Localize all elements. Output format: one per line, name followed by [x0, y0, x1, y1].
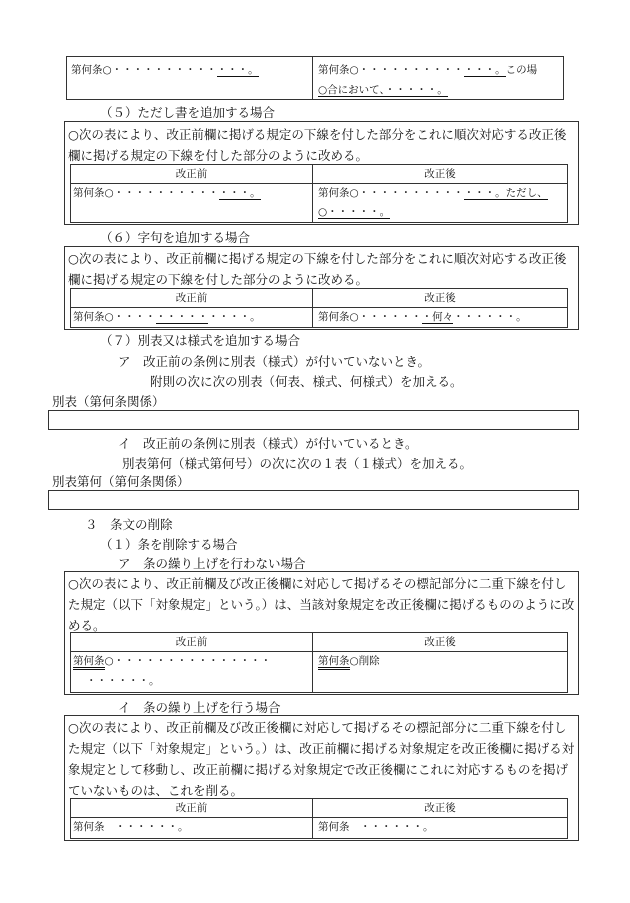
section-5-heading: （５）ただし書を追加する場合	[100, 105, 276, 120]
header-text: 改正前	[175, 802, 208, 814]
text: 第何条	[73, 821, 105, 833]
text: この場	[505, 64, 538, 76]
section-6-th-before	[70, 288, 313, 308]
underlined-text: ・・・。ただし、	[463, 187, 548, 199]
header-text: 改正後	[424, 802, 456, 814]
table2-empty-box	[48, 490, 579, 510]
text: 第何条○・・・・・・・・・・	[318, 187, 464, 199]
underlined-text: ・・・。	[218, 187, 261, 199]
double-underlined-text: 第何条	[73, 655, 105, 670]
underlined-text: ・何々	[421, 311, 454, 323]
text: ・・・・・・。	[349, 821, 434, 833]
underlined-text: ・・・。	[463, 64, 506, 76]
header-text: 改正前	[175, 636, 208, 648]
text: ・・・・。	[208, 311, 261, 323]
section-6-right-text	[318, 307, 527, 328]
text: ○・・・・・・・・・・・・・・・	[104, 655, 272, 667]
header-text: 改正前	[175, 292, 208, 304]
section-3-i-left-text	[73, 817, 189, 838]
section-3-i-right-text	[318, 817, 434, 838]
section-6-th-after	[312, 288, 568, 308]
section-3-a-intro: ○次の表により、改正前欄及び改正後欄に対応して掲げるその標記部分に二重下線を付した規定（以下「対象規定」という。）は、当該対象規定を改正後欄に掲げるもののように改める。	[68, 576, 575, 633]
top-left-text	[71, 60, 259, 81]
section-3-a-left-text-line1	[73, 651, 271, 672]
text: ・・・・・・。	[104, 821, 189, 833]
section-5-th-before	[70, 164, 313, 184]
section-7-heading: （７）別表又は様式を追加する場合	[100, 333, 301, 348]
section-3-i-th-before	[70, 798, 313, 818]
section-6-left-text	[73, 307, 261, 328]
text: 第何条○・・・・・・・・・・	[318, 64, 464, 76]
section-7-i-label: イ 改正前の条例に別表（様式）が付いているとき。	[118, 436, 418, 451]
top-right-text-line1	[318, 60, 537, 81]
section-3-sub1: （１）条を削除する場合	[100, 537, 238, 552]
text: 第何条	[318, 821, 350, 833]
section-5-right-text-line2	[318, 202, 390, 223]
section-5-right-text-line1	[318, 183, 548, 204]
section-5-intro: ○次の表により、改正前欄に掲げる規定の下線を付した部分をこれに順次対応する改正後欄に掲げる規定の下線を付した部分のように改める。	[68, 127, 567, 163]
section-3-a-th-before	[70, 632, 313, 652]
text: 第何条○・・・・・・・・・・	[71, 64, 217, 76]
section-5-th-after	[312, 164, 568, 184]
section-3-heading: ３ 条文の削除	[85, 517, 173, 532]
section-3-a-left-text-line2	[86, 671, 160, 692]
underlined-text: ・・・・・	[155, 311, 209, 323]
section-3-i-intro: ○次の表により、改正前欄及び改正後欄に対応して掲げるその標記部分に二重下線を付した規定（以下「対象規定」という。）は、改正前欄に掲げる対象規定を改正後欄に掲げる対象規定として移動し、改正前欄に掲げる対象規定で改正後欄にこれに対応するものを掲げていないものは、これを削る。	[68, 720, 575, 798]
section-5-left-text	[73, 183, 261, 204]
section-7-i-text: 別表第何（様式第何号）の次に次の１表（１様式）を加える。	[122, 456, 473, 471]
text: 第何条○・・・・・・	[318, 311, 422, 323]
underlined-text: ○・・・・・。	[318, 206, 391, 218]
text: ・・・・・・。	[453, 311, 527, 323]
section-3-a-th-after	[312, 632, 568, 652]
section-7-a-label: ア 改正前の条例に別表（様式）が付いていないとき。	[118, 354, 431, 369]
underlined-text: ○合において、	[318, 84, 385, 96]
text: 第何条○・・・・・・・・・・	[73, 187, 219, 199]
section-3-i-th-after	[312, 798, 568, 818]
table1-caption: 別表（第何条関係）	[52, 394, 165, 409]
underlined-text: ・・・。	[216, 64, 259, 76]
table2-caption: 別表第何（第何条関係）	[52, 474, 190, 489]
section-6-heading: （６）字句を追加する場合	[100, 230, 251, 245]
table1-empty-box	[48, 410, 579, 430]
header-text: 改正前	[175, 168, 208, 180]
section-3-a-label: ア 条の繰り上げを行わない場合	[118, 556, 306, 571]
section-6-intro: ○次の表により、改正前欄に掲げる規定の下線を付した部分をこれに順次対応する改正後欄に掲げる規定の下線を付した部分のように改める。	[68, 251, 567, 287]
double-underlined-text: 第何条	[318, 655, 350, 670]
header-text: 改正後	[424, 168, 456, 180]
underlined-text: ・・・・・。	[384, 84, 448, 96]
header-text: 改正後	[424, 292, 456, 304]
top-right-text-line2	[318, 80, 448, 101]
section-3-i-label: イ 条の繰り上げを行う場合	[118, 700, 281, 715]
header-text: 改正後	[424, 636, 456, 648]
text: ・・・・・・。	[86, 675, 160, 687]
section-3-a-right-text	[318, 651, 380, 672]
section-7-a-text: 附則の次に次の別表（何表、様式、何様式）を加える。	[150, 374, 463, 389]
text: 第何条○・・・・	[73, 311, 156, 323]
text: ○削除	[349, 655, 380, 667]
